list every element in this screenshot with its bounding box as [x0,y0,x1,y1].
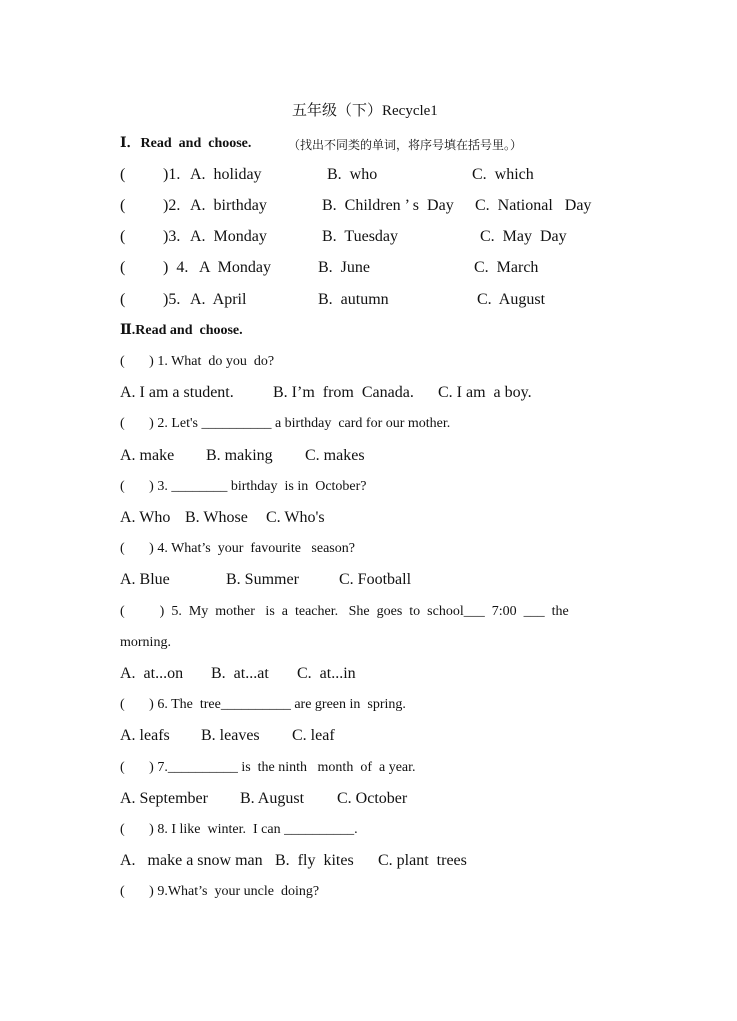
option-a: A. Monday [190,228,267,245]
question-7: ( ) 7.__________ is the ninth month of a year. [120,760,416,775]
option-c: C. March [474,259,539,276]
option-b: B. leaves [201,727,260,744]
answer-paren[interactable]: ( [120,259,126,276]
answer-paren[interactable]: ( [120,166,126,183]
section2-heading: Ⅱ.Read and choose. [120,323,243,338]
question-6: ( ) 6. The tree__________ are green in spring. [120,697,406,712]
option-b: B. Whose [185,509,248,526]
option-b: B. I’m from Canada. [273,384,414,401]
answer-paren[interactable]: ( [120,291,126,308]
question-9: ( ) 9.What’s your uncle doing? [120,884,320,899]
option-c: C. Football [339,571,412,588]
item-number: )3. [163,228,181,245]
option-b: B. Children ’ s Day [322,197,454,214]
question-5-continued: morning. [120,635,171,650]
option-a: A Monday [199,259,271,276]
item-number: ) 4. [163,259,189,276]
option-a: A. Who [120,509,171,526]
option-c: C. makes [305,447,365,464]
option-b: B. August [240,790,305,807]
option-b: B. autumn [318,291,389,308]
option-a: A. birthday [190,197,267,214]
option-c: C. August [477,291,546,308]
question-2: ( ) 2. Let's __________ a birthday card for our mother. [120,416,451,431]
option-b: B. who [327,166,378,183]
item-number: )1. [163,166,181,183]
option-c: C. Who's [266,509,325,526]
option-c: C. National Day [475,197,592,214]
option-c: C. I am a boy. [438,384,532,401]
option-a: A. leafs [120,727,170,744]
option-b: B. at...at [211,665,269,682]
option-a: A. September [120,790,208,807]
option-c: C. plant trees [378,852,467,869]
option-a: A. I am a student. [120,384,234,401]
question-4: ( ) 4. What’s your favourite season? [120,541,355,556]
item-number: )2. [163,197,181,214]
option-c: C. at...in [297,665,356,682]
page-title: 五年级（下）Recycle1 [292,103,438,119]
section1-instruction: （找出不同类的单词，将序号填在括号里。） [288,138,523,152]
answer-paren[interactable]: ( [120,197,126,214]
option-b: B. Tuesday [322,228,399,245]
option-a: A. make a snow man [120,852,263,869]
question-8: ( ) 8. I like winter. I can __________. [120,822,358,837]
option-a: A. April [190,291,247,308]
section1-heading: Ⅰ．Read and choose. [120,136,252,151]
option-c: C. May Day [480,228,567,245]
option-c: C. October [337,790,408,807]
option-a: A. holiday [190,166,262,183]
option-c: C. which [472,166,534,183]
option-b: B. fly kites [275,852,354,869]
option-b: B. Summer [226,571,299,588]
option-a: A. at...on [120,665,184,682]
option-b: B. June [318,259,370,276]
option-b: B. making [206,447,273,464]
option-a: A. Blue [120,571,170,588]
answer-paren[interactable]: ( [120,228,126,245]
question-3: ( ) 3. ________ birthday is in October? [120,479,367,494]
item-number: )5. [163,291,181,308]
question-5: ( ) 5. My mother is a teacher. She goes to school___ 7:00 ___ the [120,604,569,619]
question-1: ( ) 1. What do you do? [120,354,275,369]
option-c: C. leaf [292,727,335,744]
option-a: A. make [120,447,175,464]
